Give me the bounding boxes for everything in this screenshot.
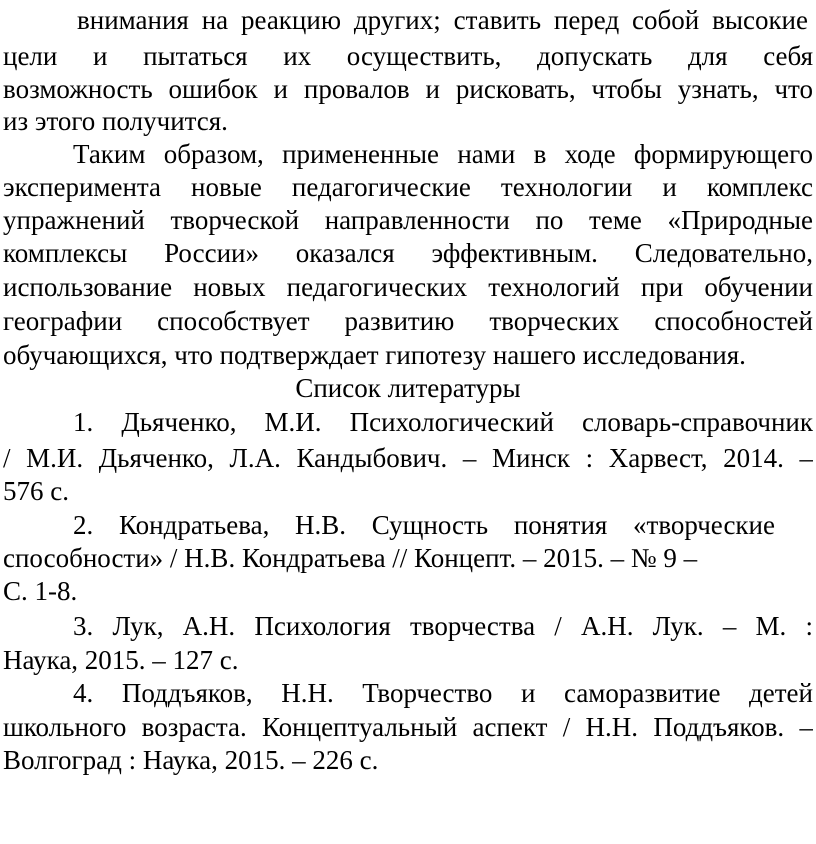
text-line: 4. Поддъяков, Н.Н. Творчество и саморазвитие детей (73, 678, 813, 708)
text-line: / М.И. Дьяченко, Л.А. Кандыбович. – Минск : Харвест, 2014. – (3, 443, 813, 473)
text-line: 576 с. (3, 476, 69, 506)
text-line: внимания на реакцию других; ставить перед собой высокие (77, 5, 808, 35)
text-line: Волгоград : Наука, 2015. – 226 с. (3, 745, 379, 775)
text-line: цели и пытаться их осуществить, допускать для себя (3, 41, 813, 71)
text-line: эксперимента новые педагогические технологии и комплекс (3, 172, 813, 202)
references-heading: Список литературы (295, 373, 521, 403)
text-line: из этого получится. (3, 106, 228, 136)
text-line: географии способствует развитию творческих способностей (3, 306, 813, 336)
text-line: С. 1-8. (3, 576, 78, 606)
text-line: возможность ошибок и провалов и рисковать, чтобы узнать, что (3, 74, 813, 104)
text-line: Наука, 2015. – 127 с. (3, 645, 239, 675)
text-line: 3. Лук, А.Н. Психология творчества / А.Н. Лук. – М. : (73, 611, 813, 641)
text-line: комплексы России» оказался эффективным. Следовательно, (3, 238, 813, 268)
text-line: школьного возраста. Концептуальный аспект / Н.Н. Поддъяков. – (3, 712, 813, 742)
text-line: использование новых педагогических технологий при обучении (3, 272, 813, 302)
text-line: упражнений творческой направленности по теме «Природные (3, 205, 813, 235)
text-line: Таким образом, примененные нами в ходе формирующего (73, 139, 813, 169)
text-line: способности» / Н.В. Кондратьева // Концепт. – 2015. – № 9 – (3, 543, 698, 573)
text-line: 2. Кондратьева, Н.В. Сущность понятия «творческие (73, 510, 775, 540)
text-line: 1. Дьяченко, М.И. Психологический словарь-справочник (73, 407, 813, 437)
text-line: обучающихся, что подтверждает гипотезу нашего исследования. (3, 340, 746, 370)
